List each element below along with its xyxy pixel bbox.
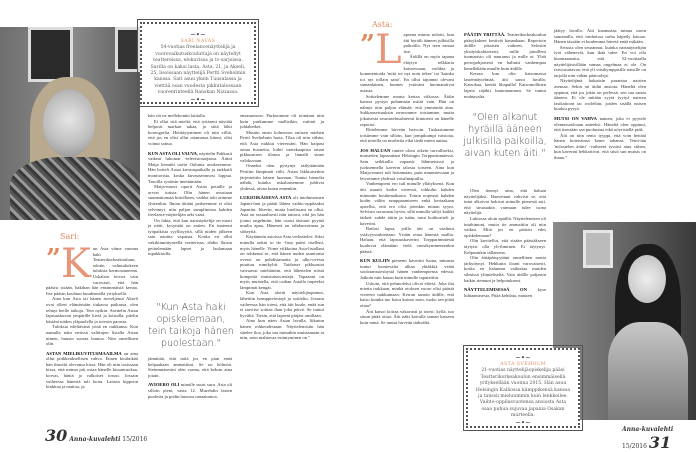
magazine-name: Anna-kuvalehti <box>622 426 674 433</box>
paragraph: Muutin ensin kolmeoon entisen miehen Pertti Sveholmin luota. Tilaa oli niin vähän, että Asta nukkui vieressäni. Hän kaipasi omaa huonetta, loihti vaatekaapista oman pikkuruisen tilansa ja linnalli sinne valokuvaan. <box>240 129 324 163</box>
sidebox-title: ASTA SVEHOLM <box>500 362 546 367</box>
paragraph: Kun Asta aloitti näyttelijäopinnot, lähettiin tsemppiviestejä ja soittelin. Jossain vaiheessa hän totesi, että äiti kuule, enää sun ei tarvitse soittaa ihan joka päivä. Se tuntui hyvältä. Tiesin, että lapseni pärjäsi omillaan. <box>240 290 324 318</box>
drop-cap: L <box>374 27 402 73</box>
lead-in: PÄÄTIN YRITTÄÄ. <box>464 32 506 37</box>
drop-cap: K <box>60 241 91 287</box>
pull-quote: "Olen alkanut hyräillä ääneen julkisilla paikoilla, aivan kuten äiti." <box>463 112 547 159</box>
paragraph: Bailasi lapsa, joilla äiti on vaalinut ystävyyssuhteitaan. Yritän ottaa hänestä mallia. Haluan, että lapsuuskaverini Torpparinmäestä kuuluvat elämääni vielä vuosikymmentenkin päästä. <box>360 226 454 254</box>
quote-mark-icon: ” <box>46 244 61 274</box>
paragraph: Maija-muori oporti Astan potaille ja orvon tutista. Olin hänen avustaan suunnattoman kiitollinen, vaikka toki otimme yhteenkin. Ilman äitiäni perheemme ei olisi selvinnyt, niin paljon sumplimista kahden freelance-näyttelijän arki vaati. <box>148 184 232 218</box>
sidebox-title: SARI NAVAS <box>180 39 216 44</box>
text: Teatterikorkeakoulun pääsykokeet kestivät kauankaan. Raportoin äidille jokaisen vaiheen. Selostin yksityiskohtaisesti, mille jutuilleni tuomaristo oli nauranut ja mille ei. Yhtä periopohjaisesti en haltuisi vanhempaa kenellekään muulle kuin äidille. <box>464 32 546 71</box>
paragraph: Äiti katsoi koiraa vakavasti ja totesi: kyllä, tuo sinun pitää ottaa. Äiti näki koiralla saman katseen kuin minä. Se tuntui hirveän tärkeältä. <box>360 308 454 325</box>
left-column-2 <box>240 113 324 341</box>
lead-in: LUKIOIKÄISENÄ ASTA <box>240 195 292 201</box>
paragraph: ensasuntoon. Purkuomme oli toiminut niin kuin purkumme mallisikin, rutiinit ja juhlahetket. <box>240 113 324 130</box>
lead-in: NÄYTTELEMISESSÄ ON <box>464 287 527 293</box>
paragraph: jäätyy lavalla. Äiti kannustaa minua usein sanomalla, että vanhoissa turha häpeily katoaa. Hänen iässään ei kuulemma hävetä enää mikään. <box>554 28 646 45</box>
text: pienemi kaverini luona, minusta tuntui loontevalta alkaa yhtäkkiä vetää soolotanssiesitystä hänen vanhempiensa edessä. Jatkoin niin kauan kuin minulle taputettiin. <box>360 258 454 280</box>
asta-info-box <box>466 348 580 428</box>
paragraph: Kerran kun olin katsomassa lastennäytelmää, äiti sanoi lavalla: Katsokaa, kenttä lihapulla! Katsomollinen lapsia räjähti huutonauruun. Se tuntui mahtavalta. <box>464 71 546 99</box>
right-column-2-top <box>464 32 546 99</box>
page-number: 31 <box>648 433 672 452</box>
lead-in: ASTAN MIELIKUVITUSMAAILMA <box>46 350 122 356</box>
paragraph: jännittää, että mitä jos en pian enää kelpaakaan ammattiini. Se on hölmöä. Steinmnäsesini olen varma, että keksin aina jotain. <box>148 356 232 378</box>
ornament-icon: ~•~ <box>515 418 531 427</box>
paragraph <box>360 258 454 280</box>
paragraph: Sivusta olen seurannut, kuinka naisnäyttelijän työt vähenevät, kun ikää tulee. En voi olla huomaamatta, että 52-vuotiaalla näyttelijäsisillään samaa ongelmaa ei ole. On raivostuttavaa, että yli viisikymppisille naisille on tarjolla niin vähän päärooleja. <box>554 44 646 78</box>
speaker-label: Sari: <box>60 232 80 241</box>
right-column-3 <box>554 28 646 161</box>
paragraph: Olen tiennyt aina, että haluan näyttelijäksi. Haaveitani vahvisti se, että tutut alkoivat hokivat minulle pienestä asti, että sinustakin varmaan tulee isona näyttelijä. <box>464 188 546 216</box>
text: nainen, joka ei pyytele olemassaoloaan anteeksi. Häneltä olen oppinut, että itsestään saa puoluutua eikä nöyristellä pidä. <box>554 115 646 133</box>
text: kyse luhtaamisesta. Pitää kehdata, muuten <box>464 287 546 298</box>
text: näyttelin Pahkasit vaikeat lukomat -televisiosarjassa. Äitini Maija kenaitti usein Oulunta avukseemme. Hän hoiteli Astaa kuvauspaikalla ja tarkkaili monitorista, koska kuvauseonnosi loppua. Tasoilla ryntäsin imettämään. <box>148 150 232 184</box>
text: minulle suuri suru. Asta oli silloin pieni, vasta 12. Murehdin lasten puolesta ja podin huonoa omaatuntoa. <box>148 382 233 399</box>
paragraph: Uskoin, että pehmolelut olivat eläviä. Joka ilta mietin tarkkaan, minkä otoksen vuoro olisi päästä viereeni nukkumaan. Kerran sanoin äidille, että katso kuinka tuo koira katsoo noin, tuoko sen pitää ottaa? <box>360 280 454 308</box>
paragraph <box>148 151 232 185</box>
paragraph: hän söi ne mellekontin lattialla. <box>148 113 206 118</box>
text: on aina ollut poikkeuksellisen vahva. Ennen kouluikää hän ilmoitti olevansa kissa. Hän oli niin tosissaan kissa, että minun piti ostaa hänelle kissanruokaa, korvat, häntä ja valkoiset tossut. Jossain vaiheessa hänestä tuli koira. Laitoin kippoon kinkkua ja maitoa, ja <box>46 350 138 390</box>
issue: 15/2016 <box>122 436 148 443</box>
paragraph <box>554 116 646 133</box>
paragraph: Ei ollut sitä mieltä, että tyttäreni näyttää helposti markan takaa, ja siitä lähti koreografia. Heittäytyminen oli niin villiä, että jos en olisi ollut ottamassa kiinni, olisi voinut sattua. <box>148 118 232 146</box>
paragraph: Äiti on niin rento tyyppi, että voin heittää hänen hoteisiinsa kenet tahansa. Teini-iän 'nolostelen äitini' -vaiheeni tyssäsi aina siihen, kun kaverini hehkottivat, että sitsit sun mutsis on ihana." <box>554 132 646 161</box>
ornament-icon: ~•~ <box>190 95 206 104</box>
paragraph <box>464 287 546 298</box>
text: tuntea oloni oikein turvalliseksi, muistelen lapsuuttani Helsingin Torpparinmäessä. Sain seikkailla vapaasti lähimetsissä ja juoksennella kaverin talosta toiseen. Aina kun Maija-muori tuli hoitamaan, puin muumiessaan ja leivoimme yhdessä voisilmäpullia. <box>360 147 454 181</box>
right-folio <box>622 426 696 452</box>
paragraph: Lukiossa aloin epäillä. Näyttelemisen oli intohimoni, mutta tie ammattiin oli niin vaikea. Mitä jos en pääsisi edes opiskelemaan? <box>464 215 546 238</box>
paragraph: Soittelemme monta kertaa viikossa. Äidin kanssa pystyn puhumaan mistä vain. Hän on nähnyt niin paljon elämää, että ymmärtää aina. Sukkanseisuuksin neuvomme toisiamme, mutta jokaisesta seurustelusuhteesti kiintoesti on hänelle raportoi. <box>360 93 454 127</box>
sari-portrait-photo <box>0 27 140 220</box>
paragraph: Tuloksia edeltävänä yönä en nukkunut. Kun aamulla näin netissä valittujen listalla Astan nimen, huusin suoraa huutoa. Niin onnellinen olin. <box>46 324 138 347</box>
ornament-icon: ~•~ <box>515 354 531 362</box>
paragraph <box>464 32 546 71</box>
paragraph: Äidillä on myös tapana eläytyä telkkaria katsoessaan, voihkia ja kommentoida 'mitä toi nyt noin tekee' tai 'kuinka toi nyt tollain sano'. En ollut tajunnut olevani samanlainen, kunnes ystäväni huomauttivat asiasta. <box>360 54 454 93</box>
left-column-1 <box>148 113 232 257</box>
speaker-label: Asta: <box>372 20 393 29</box>
paragraph: On fakta, että kun naisnäyttelijä on nuori ja nätti, kysyntää on eniten. En tuntenut työpaikista syyllisyyttä, sillä niiden jälkeen sain nauttia vapaista. Koska en ollut vakikiinnittyneellä teatterissa, ehdin lluisin peittelemään lapset ja laulamaan tupakkirulla. <box>148 217 232 257</box>
lead-in: AVIOERO OLI <box>148 382 180 388</box>
paragraph: Aina kun Asta tai hänen isoveljensä Akseli ovat olleet elämässään tiukassa paikassa, olen tehnyt heille taikoja. Tein nytkin. Asettelin Astan lapsuuskuvan ympärille kiviä ja kristalla, pitelin käsiäni niiden yläpuolella ja toivoin parasta. <box>46 296 138 324</box>
ornament-icon: ~•~ <box>190 31 206 39</box>
page-number: 30 <box>45 426 68 445</box>
pull-quote: "Kun Asta haki opiskelemaan, tein taikoja hänen puolestaan." <box>148 302 234 349</box>
lead-in: KUN KULJIN <box>360 258 390 264</box>
paragraph <box>46 351 138 390</box>
sari-info-box <box>140 22 256 104</box>
paragraph: Olin kuvitellut, että sisään päästäkseen täytyisi olla yli-ihminen. Ei täytynyt. Kelpasinkin tällaisena. <box>464 238 546 255</box>
magazine-name: Anna-kuvalehti <box>69 436 121 443</box>
drop-cap-group <box>46 241 91 287</box>
right-column-2 <box>464 188 546 298</box>
paragraph: Näyttelijänä haluaisin parantaa naisten asemaa. Sekin on äidin ansiota. Häneltä olen oppinut, että jos jokin on pielessä, sen saa sanoa ääneen. Ei ole mitään syytä tyytyä naisten lasikattoon tai rooleihin, joiden sisällä naisen kuuluu pysyä. <box>554 78 646 112</box>
lead-in: MUTSI ON VAHVA <box>554 115 597 121</box>
sidebox-text: 21-vuotias näyttelijäopiskelija pääsi Teatterikorkeakoulun ensimmäisellä yrityksellään vuonna 2015. Hän asuu Helsingin Kalliossa kämppikensä kanssa ja tanssii mieluummin kuin lenkkeilee. Vaihto-oppilasvuotensa ansiosta Asta osaa puhua sujuvaa japania Osakan murteella. <box>475 368 571 419</box>
drop-cap-group <box>360 27 402 73</box>
left-column-1-bottom <box>148 356 232 399</box>
left-folio <box>45 426 147 445</box>
paragraph <box>240 195 324 234</box>
paragraph: Olin äitiäpäisyyttäni onnellinen mutta järkyttynyt. Hehkutin iloani varovaisesti, koska en halunnut vaikuttaa muiden silmissä ylimieliseltä. Vain äidille paljastin kaikin riemuni ja helpotukseni. <box>464 255 546 283</box>
paragraph <box>148 382 232 399</box>
paragraph: Onneksi olen pystynyt säilyttämään Perttiin lämpimät välit. Astan läkkiuisetkin järjestettiin hänen luonaan. Tuntui hienolta nähdä, kuinka uskaliaisemme juhlivat yhdessä, aivan kuten ennenkin. <box>240 163 324 191</box>
sari-column <box>46 241 138 390</box>
paragraph: apsena minua nolotti, kun äiti hyräili ääneen julkisilla paikoilla. Nyt teen samaa itse. <box>403 32 454 54</box>
issue: 15/2016 <box>622 443 647 450</box>
paragraph: Aina kun näen Astan lavalla, liikutun hänen rohkeudestaan. Näyttelemisiin hän sätelee iloa, joka saa minutkin muistamaan ai niin, noin mahtavaa esiintyminen on." <box>240 318 324 341</box>
paragraph: Käytännön asioissa Asta verkuttelee. Siksi minulla onkin to do -lista paitsi itselleni, myös hänelle. Viime viikkoina Asta-listallani on rohkenut se, että hänen uuden asuntonsa ovessi on puhdistamatta ja ulko-ovesta puuttuu nimikyltti. Taidaiset pikkuasiat vaivaavat mielttäniin, että lähettelen niistä kompeitä muistutusviestejä. Tapaanni on myös muistella, että osihan Astalla tarpeeksi lämpimät kengät. <box>240 234 324 290</box>
sidebox-text: 54-vuotias freelancenäyttelijä ja vuorovaikutuskouluttaja on näytellyt teattereissa, elokuvissa ja tv-sarjoissa. Sarilla on kaksi lasta, Asta, 21, ja Akseli, 25, lisoissaan näyttelijä Pertti Sveholmin kanssa. Sari asuu yksin Tuusulassa ja viettää osan vuodesta pikkutalossaan vuorenrinteellä Ranskan Nizzassa. <box>150 45 246 96</box>
paragraph: Vanhempieni ero tuli minulle yllätyksenä. Kun äiti muutti kodin vieressä, tohkulin kahden minuutin koulumatkasta. Totuin nopeasti kahden kodin väliin rumppaamiseen enkä kertaakaan ajatellut, että ero olisi jotenkin minun syyni. Selvisin sorastaan hyvin, sillä minulla säilyi kaikki tärkeä: suhde äitiin ja isään, tutut kotikortteli ja kaverini. <box>360 181 454 226</box>
right-column-1 <box>360 27 454 325</box>
quote-mark-icon: ” <box>360 30 375 60</box>
paragraph: un Asta viime vuonna haki Teatterikorkeakouluun, odotin valintakokeen tuloksia hermostuneena. Uskalsin toivoa vain varovasti, että hän pääsisi sisään, hakihan hän ensimmäistä kertaa. Itse pääsin kouluun kuudennella yrityksellä. <box>46 246 138 296</box>
lead-in: JOS HALUAN <box>360 147 391 153</box>
lead-in: KUN ASTA OLI VAUVA, <box>148 150 199 156</box>
paragraph: Riitelemme hirveän harvoin. Tuskastumme toisiimme vain silloin, kun jompikumpi vaistoaa, että toisella on murheita eikä tiedä miten auttaa. <box>360 127 454 144</box>
paragraph <box>360 148 454 182</box>
text: oli intohimoinen Japani-fani ja päätti lähtea vaihto-oppilaaksi Japaniin. Itkevin, mutta huolissani en ollut. Asta on sosiaalisesti niin taitava, että jos hän joutui ongelmiin, hän osaisi tästuuti pyytää muilta apua. Häneseä on tahdonvoimaa ja sitkeyttä. <box>240 195 324 234</box>
